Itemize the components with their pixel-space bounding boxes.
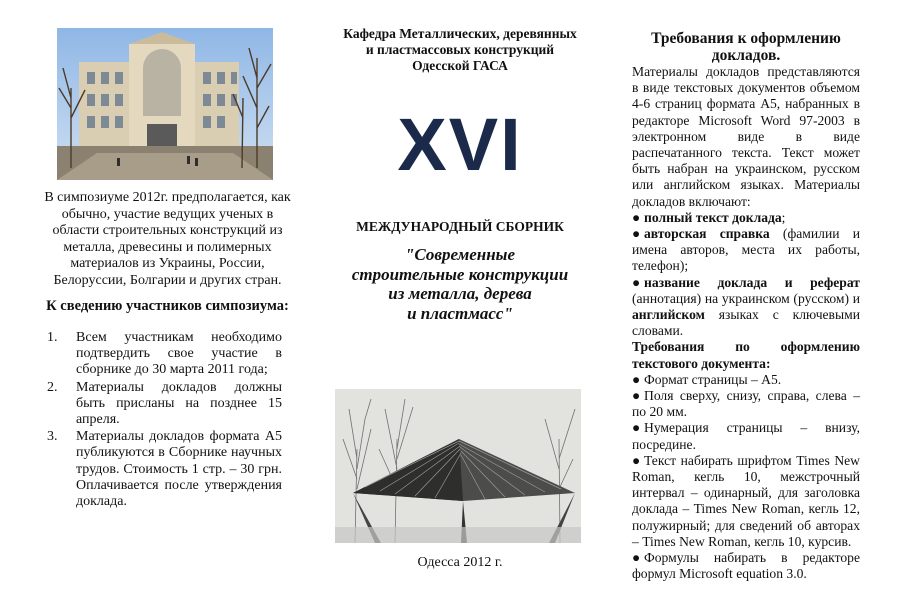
requirements-title: Требования к оформлению докладов.	[651, 30, 841, 64]
bullet-icon: ●	[632, 550, 641, 566]
list-item: ● авторская справка (фамилии и имена авторов, места их работы, телефон);	[632, 226, 860, 274]
bullet-icon: ●	[632, 371, 641, 387]
format-subheading: Требования по оформлению текстового документа:	[632, 339, 860, 371]
bullet-icon: ●	[632, 420, 641, 436]
bullet-icon: ●	[632, 274, 641, 290]
list-item: 2. Материалы докладов должны быть присланы на позднее 15 апреля.	[47, 379, 282, 428]
list-item: 1. Всем участникам необходимо подтвердить свое участие в сборнике до 30 марта 2011 года;	[47, 330, 282, 378]
list-item: ● Нумерация страницы – внизу, посредине.	[632, 420, 860, 452]
list-item: ● название доклада и реферат (аннотация) на украинском (русском) и английском языках с ключевыми словами.	[632, 274, 860, 339]
collection-title: "Современные строительные конструкции из металла, дерева и пластмасс"	[351, 245, 569, 323]
bullet-icon: ●	[632, 226, 641, 242]
list-item: 3. Материалы докладов формата А5 публикуются в Сборнике научных трудов. Стоимость 1 стр. – 30 грн. Оплачивается после утверждения доклада.	[47, 429, 282, 510]
intro-text: В симпозиуме 2012г. предполагается, как обычно, участие ведущих ученых в области строительных конструкций из металла, древесины и полимерных материалов из Украины, России, Белоруссии, Болгарии и других стран.	[44, 190, 291, 288]
list-item: ● Текст набирать шрифтом Times New Roman, кегль 10, межстрочный интервал – одинарный, для заголовка доклада – Times New Roman, кегль 12, полужирный; для сведений об авторах – Times New Roman, кегль 10, курсив.	[632, 452, 860, 549]
department-header: Кафедра Металлических, деревянных и пластмассовых конструкций Одесской ГАСА	[343, 26, 577, 73]
city-year: Одесса 2012 г.	[417, 555, 503, 570]
notice-title: К сведению участников симпозиума:	[46, 298, 289, 314]
roof-structure-photo	[335, 389, 581, 543]
list-item: ● полный текст доклада;	[632, 209, 786, 225]
requirements-intro: Материалы докладов представляются в виде текстовых документов объемом 4-6 страниц формата А5, набранных в редакторе Microsoft Word 97-2003 в электронном виде в виде распечатанного текста. Текст может быть набран на украинском, русском или английском языках. Материалы докладов включают:	[632, 64, 860, 209]
requirements-body	[632, 64, 860, 583]
steps-list	[40, 330, 282, 511]
bullet-icon: ●	[632, 452, 641, 468]
bullet-icon: ●	[632, 388, 641, 404]
building-photo	[57, 28, 273, 180]
list-item: ● Поля сверху, снизу, справа, слева – по 20 мм.	[632, 388, 860, 420]
collection-label: МЕЖДУНАРОДНЫЙ СБОРНИК	[356, 219, 564, 234]
edition-number: XVI	[397, 103, 523, 186]
bullet-icon: ●	[632, 209, 641, 225]
list-item: ● Формат страницы – А5.	[632, 371, 782, 387]
list-item: ● Формулы набирать в редакторе формул Microsoft equation 3.0.	[632, 550, 860, 582]
